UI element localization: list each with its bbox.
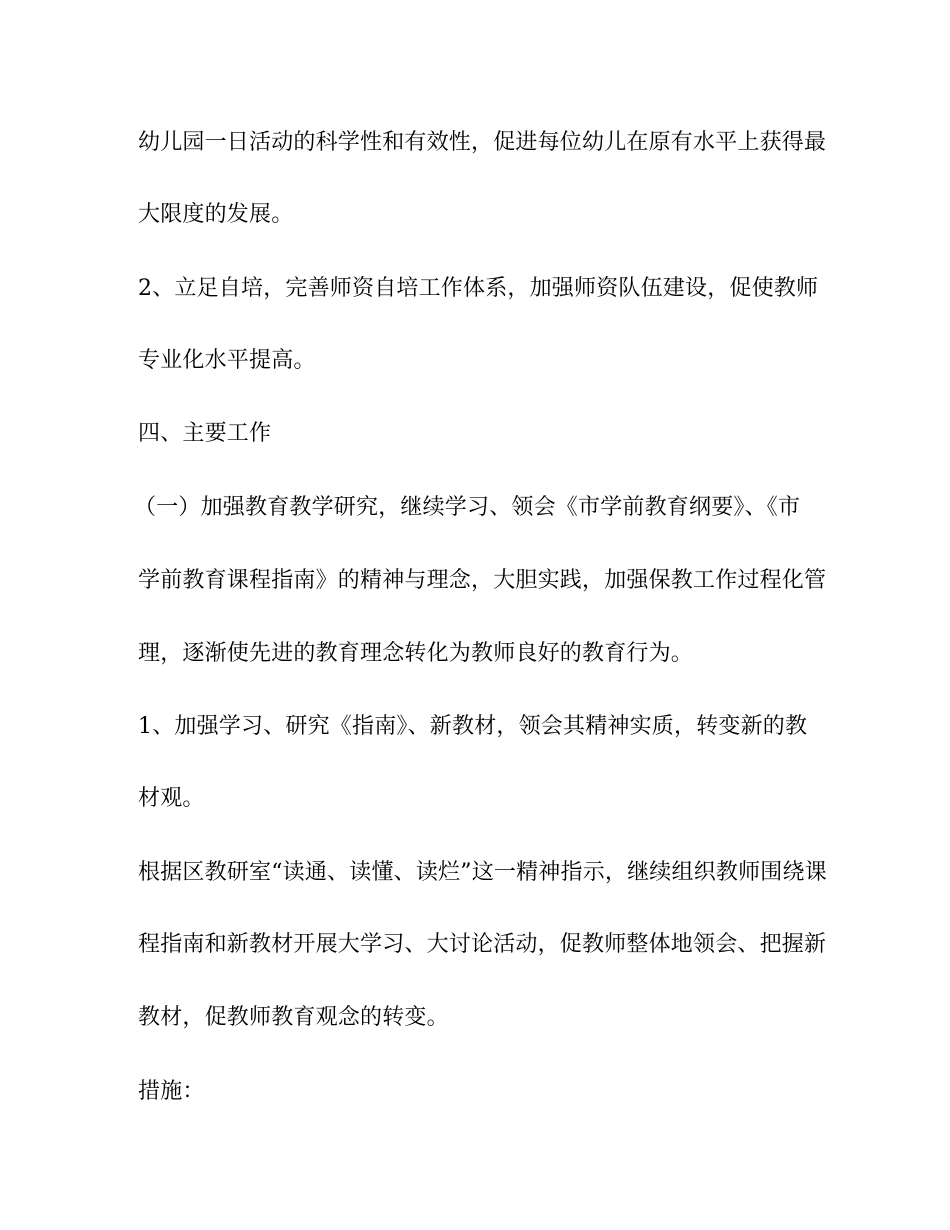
text-line-10: 材观。 xyxy=(138,786,205,811)
text-line-13: 教材，促教师教育观念的转变。 xyxy=(138,1005,449,1030)
text-line-11: 根据区教研室“读通、读懂、读烂”这一精神指示，继续组织教师围绕课 xyxy=(138,860,827,885)
text-line-7: 学前教育课程指南》的精神与理念，大胆实践，加强保教工作过程化管 xyxy=(138,568,827,593)
text-line-12: 程指南和新教材开展大学习、大讨论活动，促教师整体地领会、把握新 xyxy=(138,932,827,957)
text-line-9: 1、加强学习、研究《指南》、新教材，领会其精神实质，转变新的教 xyxy=(138,714,808,739)
text-line-1: 幼儿园一日活动的科学性和有效性，促进每位幼儿在原有水平上获得最 xyxy=(138,130,827,155)
text-line-2: 大限度的发展。 xyxy=(138,202,294,227)
section-heading: 四、主要工作 xyxy=(138,421,272,446)
measures-label: 措施： xyxy=(138,1079,205,1104)
text-line-6: （一）加强教育教学研究，继续学习、领会《市学前教育纲要》、《市 xyxy=(134,495,801,520)
text-line-3: 2、立足自培，完善师资自培工作体系，加强师资队伍建设，促使教师 xyxy=(138,276,819,301)
text-line-8: 理，逐渐使先进的教育理念转化为教师良好的教育行为。 xyxy=(138,641,694,666)
text-line-4: 专业化水平提高。 xyxy=(138,348,316,373)
